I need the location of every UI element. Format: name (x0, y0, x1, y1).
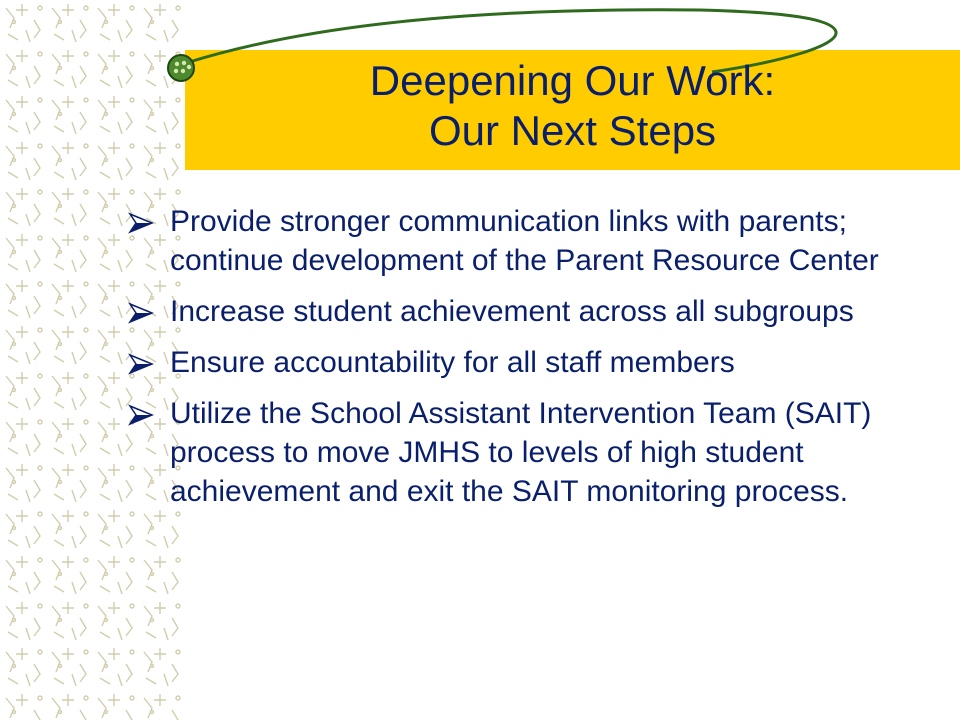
bullet-text: Increase student achievement across all subgroups (170, 295, 854, 328)
bullet-item (128, 202, 918, 280)
arrow-bullet-icon (128, 353, 154, 375)
title-line-1: Deepening Our Work: (369, 57, 776, 104)
bullet-item (128, 292, 918, 331)
title-line-2: Our Next Steps (428, 107, 717, 154)
bullet-text: Utilize the School Assistant Intervention Team (SAIT) process to move JMHS to levels of high student achievement and exit the SAIT monitoring process. (170, 397, 872, 508)
arrow-bullet-icon (128, 404, 154, 426)
arrow-bullet-icon (128, 212, 154, 234)
bullet-text: Ensure accountability for all staff members (170, 346, 735, 379)
bullet-text: Provide stronger communication links with parents; continue development of the Parent Resource Center (170, 205, 879, 277)
slide-title (185, 56, 960, 156)
arrow-bullet-icon (128, 302, 154, 324)
bullet-list (128, 202, 918, 523)
bullet-item (128, 394, 918, 511)
bullet-item (128, 343, 918, 382)
